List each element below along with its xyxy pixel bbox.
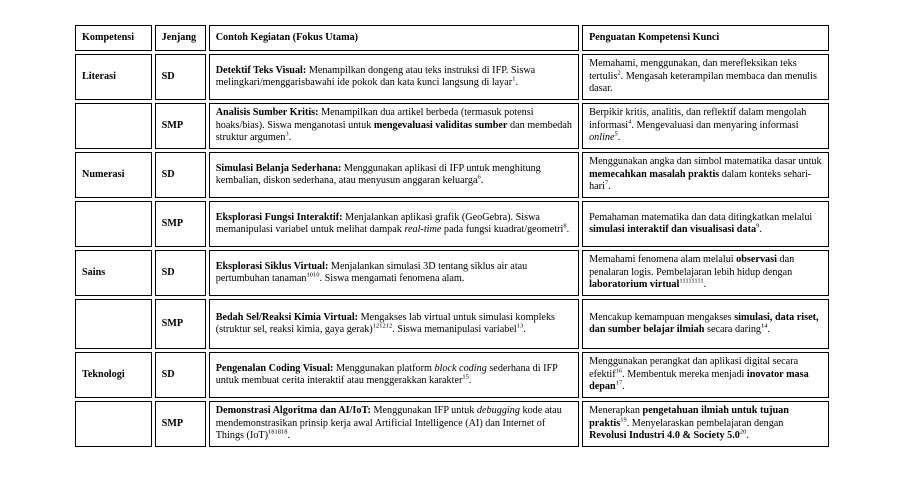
text-run: . [287, 430, 291, 442]
text-run: dan penalaran logis. Pembelajaran lebih hidup dengan [589, 254, 795, 278]
text-run: . Siswa mengamati fenomena alam. [319, 273, 465, 284]
text-run: Berpikir kritis, analitis, dan reflektif dalam mengolah informasi [589, 107, 807, 131]
text-run: . [515, 77, 518, 88]
level-cell: SMP [155, 401, 206, 447]
footnote-ref: 19 [620, 416, 627, 424]
text-run: Menerapkan [589, 405, 643, 417]
italic-text: debugging [476, 405, 520, 417]
footnote-ref: 6 [477, 173, 481, 181]
text-run: . [759, 224, 762, 235]
header-activity: Contoh Kegiatan (Fokus Utama) [209, 25, 579, 51]
activity-cell [209, 352, 579, 398]
bold-text: inovator masa depan [589, 368, 809, 393]
bold-text: Demonstrasi Algoritma dan AI/IoT: [215, 405, 371, 417]
table-header-row [75, 25, 829, 51]
text-run: Menampilkan dongeng atau teks instruksi di IFP. Siswa melingkari/menggarisbawahi ide pokok dan kata kunci langsung di layar [215, 64, 536, 88]
bold-text: Eksplorasi Siklus Virtual: [215, 260, 329, 272]
table-body [75, 54, 829, 447]
competency-cell: Literasi [75, 54, 152, 100]
competency-cell [75, 201, 152, 247]
header-level: Jenjang [155, 25, 206, 51]
competency-cell: Sains [75, 250, 152, 296]
text-run: pada fungsi kuadrat/geometri [441, 224, 564, 235]
footnote-ref: 1010 [306, 271, 320, 279]
text-run: Menjalankan aplikasi grafik (GeoGebra). Siswa memanipulasi variabel untuk melihat dampak [215, 211, 540, 235]
text-run: Pemahaman matematika dan data ditingkatkan melalui [589, 211, 813, 223]
text-run: . [288, 132, 292, 144]
bold-text: memecahkan masalah praktis [589, 168, 720, 180]
text-run: Memahami, menggunakan, dan merefleksikan teks tertulis [589, 58, 797, 82]
strengthening-cell [582, 103, 829, 149]
strengthening-cell [582, 54, 829, 100]
level-cell: SD [155, 54, 206, 100]
strengthening-cell [582, 201, 829, 247]
activity-cell [209, 201, 579, 247]
bold-text: pengetahuan ilmiah untuk tujuan praktis [589, 405, 789, 429]
text-run: Menggunakan platform [333, 362, 435, 374]
bold-text: simulasi interaktif dan visualisasi data [589, 224, 757, 235]
text-run: . [608, 181, 611, 193]
activity-cell [209, 103, 579, 149]
competency-table [72, 22, 832, 450]
table-row [75, 401, 829, 447]
strengthening-cell [582, 401, 829, 447]
text-run: Menggunakan angka dan simbol matematika dasar untuk [589, 156, 822, 168]
text-run: . [566, 224, 570, 235]
bold-text: Detektif Teks Visual: [215, 64, 307, 76]
bold-text: observasi [736, 254, 777, 266]
level-cell: SMP [155, 201, 206, 247]
activity-cell [209, 152, 579, 198]
footnote-ref: 2 [617, 69, 621, 77]
competency-cell [75, 299, 152, 349]
text-run: kode atau mendemonstrasikan prinsip kerja awal Artificial Intelligence (AI) dan Internet of Things (IoT) [215, 405, 562, 442]
strengthening-cell [582, 152, 829, 198]
bold-text: Revolusi Industri 4.0 & Society 5.0 [589, 430, 740, 442]
table-row [75, 201, 829, 247]
strengthening-cell [582, 250, 829, 296]
bold-text: Eksplorasi Fungsi Interaktif: [215, 211, 343, 223]
text-run: . Siswa memanipulasi variabel [392, 324, 517, 335]
bold-text: Analisis Sumber Kritis: [215, 107, 319, 119]
text-run: Memahami fenomena alam melalui [589, 254, 737, 266]
level-cell: SMP [155, 103, 206, 149]
table-row [75, 299, 829, 349]
activity-cell [209, 401, 579, 447]
competency-cell [75, 103, 152, 149]
text-run: . [746, 430, 749, 442]
footnote-ref: 15 [462, 373, 469, 381]
table-row [75, 250, 829, 296]
competency-cell: Numerasi [75, 152, 152, 198]
text-run: Mengakses lab virtual untuk simulasi kompleks (struktur sel, reaksi kimia, gaya gerak) [215, 311, 555, 335]
level-cell: SD [155, 152, 206, 198]
footnote-ref: 5 [614, 130, 618, 138]
text-run: Menggunakan perangkat dan aplikasi digital secara efektif [589, 356, 799, 380]
text-run: dalam konteks sehari-hari [589, 168, 812, 193]
footnote-ref: 7 [604, 179, 609, 187]
footnote-ref: 14 [761, 322, 768, 330]
footnote-ref: 16 [615, 367, 623, 375]
text-run: sederhana di IFP untuk membuat cerita interaktif atau menggerakkan karakter [215, 362, 558, 386]
strengthening-cell [582, 352, 829, 398]
text-run: . Mengasah keterampilan membaca dan menulis dasar. [589, 70, 817, 95]
text-run: . [480, 175, 484, 186]
footnote-ref: 181818 [268, 428, 288, 436]
footnote-ref: 8 [563, 222, 567, 230]
text-run: . Menyelaraskan pembelajaran dengan [626, 417, 784, 429]
level-cell: SMP [155, 299, 206, 349]
bold-text: Simulasi Belanja Sederhana: [215, 162, 342, 174]
strengthening-cell [582, 299, 829, 349]
competency-cell: Teknologi [75, 352, 152, 398]
text-run: Menampilkan dua artikel berbeda (termasuk potensi hoaks/bias). Siswa menganotasi untuk [215, 107, 534, 131]
competency-cell [75, 401, 152, 447]
table-row [75, 352, 829, 398]
text-run: . [767, 324, 771, 335]
text-run: . Membentuk mereka menjadi [622, 368, 747, 380]
bold-text: Pengenalan Coding Visual: [215, 362, 334, 374]
level-cell: SD [155, 250, 206, 296]
footnote-ref: 13 [516, 322, 524, 330]
footnote-ref: 1 [512, 75, 516, 83]
bold-text: simulasi, data riset, dan sumber belajar ilmiah [589, 311, 819, 335]
text-run: . [468, 375, 472, 386]
italic-text: online [589, 132, 615, 144]
footnote-ref: 3 [285, 130, 289, 138]
activity-cell [209, 299, 579, 349]
text-run: dan membedah struktur argumen [215, 119, 572, 144]
footnote-ref: 20 [739, 428, 747, 436]
text-run: Menggunakan IFP untuk [370, 405, 477, 417]
activity-cell [209, 250, 579, 296]
header-strengthening: Penguatan Kompetensi Kunci [582, 25, 829, 51]
text-run: . Mengevaluasi dan menyaring informasi [631, 119, 799, 131]
text-run: Menggunakan aplikasi di IFP untuk menghitung kembalian, diskon sederhana, atau menyusun anggaran keluarga [215, 162, 541, 186]
bold-text: laboratorium virtual [589, 279, 680, 291]
text-run: . [617, 132, 621, 144]
level-cell: SD [155, 352, 206, 398]
text-run: Mencakup kemampuan mengakses [589, 311, 735, 323]
table-row [75, 152, 829, 198]
text-run: . [703, 279, 707, 291]
text-run: . [622, 381, 625, 393]
footnote-ref: 9 [756, 222, 760, 230]
text-run: . [523, 324, 526, 335]
bold-text: mengevaluasi validitas sumber [373, 119, 508, 131]
footnote-ref: 11111111 [679, 277, 704, 285]
table-row [75, 54, 829, 100]
header-competency: Kompetensi [75, 25, 152, 51]
italic-text: real-time [404, 224, 442, 235]
text-run: secara daring [704, 324, 762, 335]
bold-text: Bedah Sel/Reaksi Kimia Virtual: [215, 311, 359, 323]
footnote-ref: 4 [628, 118, 632, 126]
footnote-ref: 17 [615, 379, 623, 387]
activity-cell [209, 54, 579, 100]
italic-text: block coding [434, 362, 487, 374]
text-run: Menjalankan simulasi 3D tentang siklus air atau pertumbuhan tanaman [215, 260, 528, 284]
table-row [75, 103, 829, 149]
footnote-ref: 121212 [372, 322, 393, 330]
